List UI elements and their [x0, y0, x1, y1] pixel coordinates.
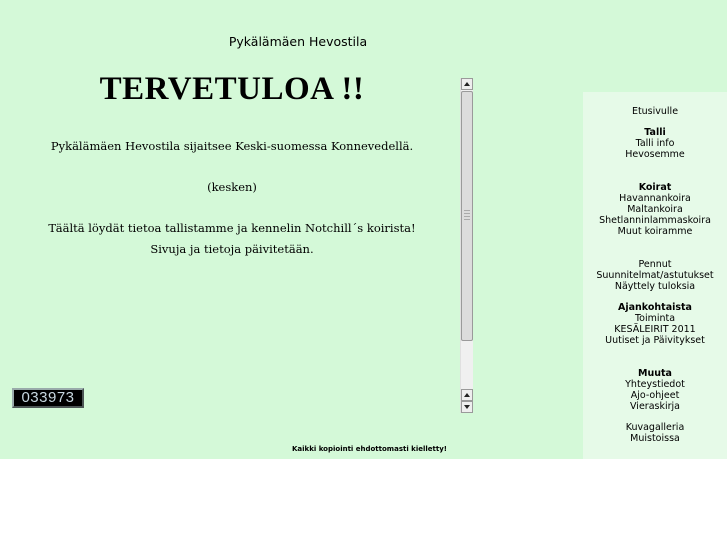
nav-link-havannankoira[interactable]: Havannankoira: [619, 193, 691, 204]
nav-link-etusivulle[interactable]: Etusivulle: [631, 106, 679, 117]
grip-icon: [464, 210, 470, 220]
sidebar-nav: [583, 92, 727, 459]
nav-link-ajo-ohjeet[interactable]: Ajo-ohjeet: [630, 390, 680, 401]
scroll-thumb[interactable]: [461, 91, 473, 341]
scroll-down-button[interactable]: [461, 401, 473, 413]
nav-heading-koirat: Koirat: [638, 182, 672, 193]
nav-link-muistoissa[interactable]: Muistoissa: [630, 433, 680, 444]
nav-heading-talli: Talli: [644, 127, 666, 138]
site-title: Pykälämäen Hevostila: [228, 34, 368, 49]
nav-heading-ajankohtaista: Ajankohtaista: [618, 302, 692, 313]
content-frame: [12, 71, 472, 413]
nav-link-nayttely[interactable]: Näyttely tuloksia: [614, 281, 696, 292]
scroll-up-button[interactable]: [461, 78, 473, 90]
nav-link-toiminta[interactable]: Toiminta: [634, 313, 676, 324]
intro-text: Pykälämäen Hevostila sijaitsee Keski-suomessa Konnevedellä.: [50, 139, 414, 153]
nav-heading-muuta: Muuta: [638, 368, 672, 379]
status-text: (kesken): [207, 180, 257, 194]
content-scrollbar[interactable]: [460, 78, 473, 413]
scroll-up-button-lower[interactable]: [461, 389, 473, 401]
nav-link-uutiset[interactable]: Uutiset ja Päivitykset: [605, 335, 705, 346]
nav-link-suunnitelmat[interactable]: Suunnitelmat/astutukset: [596, 270, 714, 281]
visitor-counter: 033973: [12, 388, 84, 408]
nav-link-yhteystiedot[interactable]: Yhteystiedot: [625, 379, 685, 390]
update-text: Sivuja ja tietoja päivitetään.: [150, 242, 314, 256]
nav-link-vieraskirja[interactable]: Vieraskirja: [630, 401, 680, 412]
arrow-down-icon: [464, 404, 470, 410]
copyright-notice: Kaikki kopiointi ehdottomasti kielletty!: [292, 445, 447, 453]
nav-link-muut-koiramme[interactable]: Muut koiramme: [617, 226, 693, 237]
nav-link-maltankoira[interactable]: Maltankoira: [627, 204, 683, 215]
arrow-up-icon: [464, 392, 470, 398]
welcome-heading: TERVETULOA !!: [99, 71, 365, 107]
nav-link-shetlanninlammaskoira[interactable]: Shetlanninlammaskoira: [599, 215, 711, 226]
nav-link-pennut[interactable]: Pennut: [638, 259, 672, 270]
nav-link-hevosemme[interactable]: Hevosemme: [625, 149, 685, 160]
frame-content: [12, 71, 458, 413]
nav-link-kuvagalleria[interactable]: Kuvagalleria: [625, 422, 685, 433]
arrow-up-icon: [464, 81, 470, 87]
nav-link-kesaleirit[interactable]: KESÄLEIRIT 2011: [614, 324, 696, 335]
info-text: Täältä löydät tietoa tallistamme ja kennelin Notchill´s koirista!: [48, 221, 416, 235]
nav-link-talli-info[interactable]: Talli info: [635, 138, 675, 149]
